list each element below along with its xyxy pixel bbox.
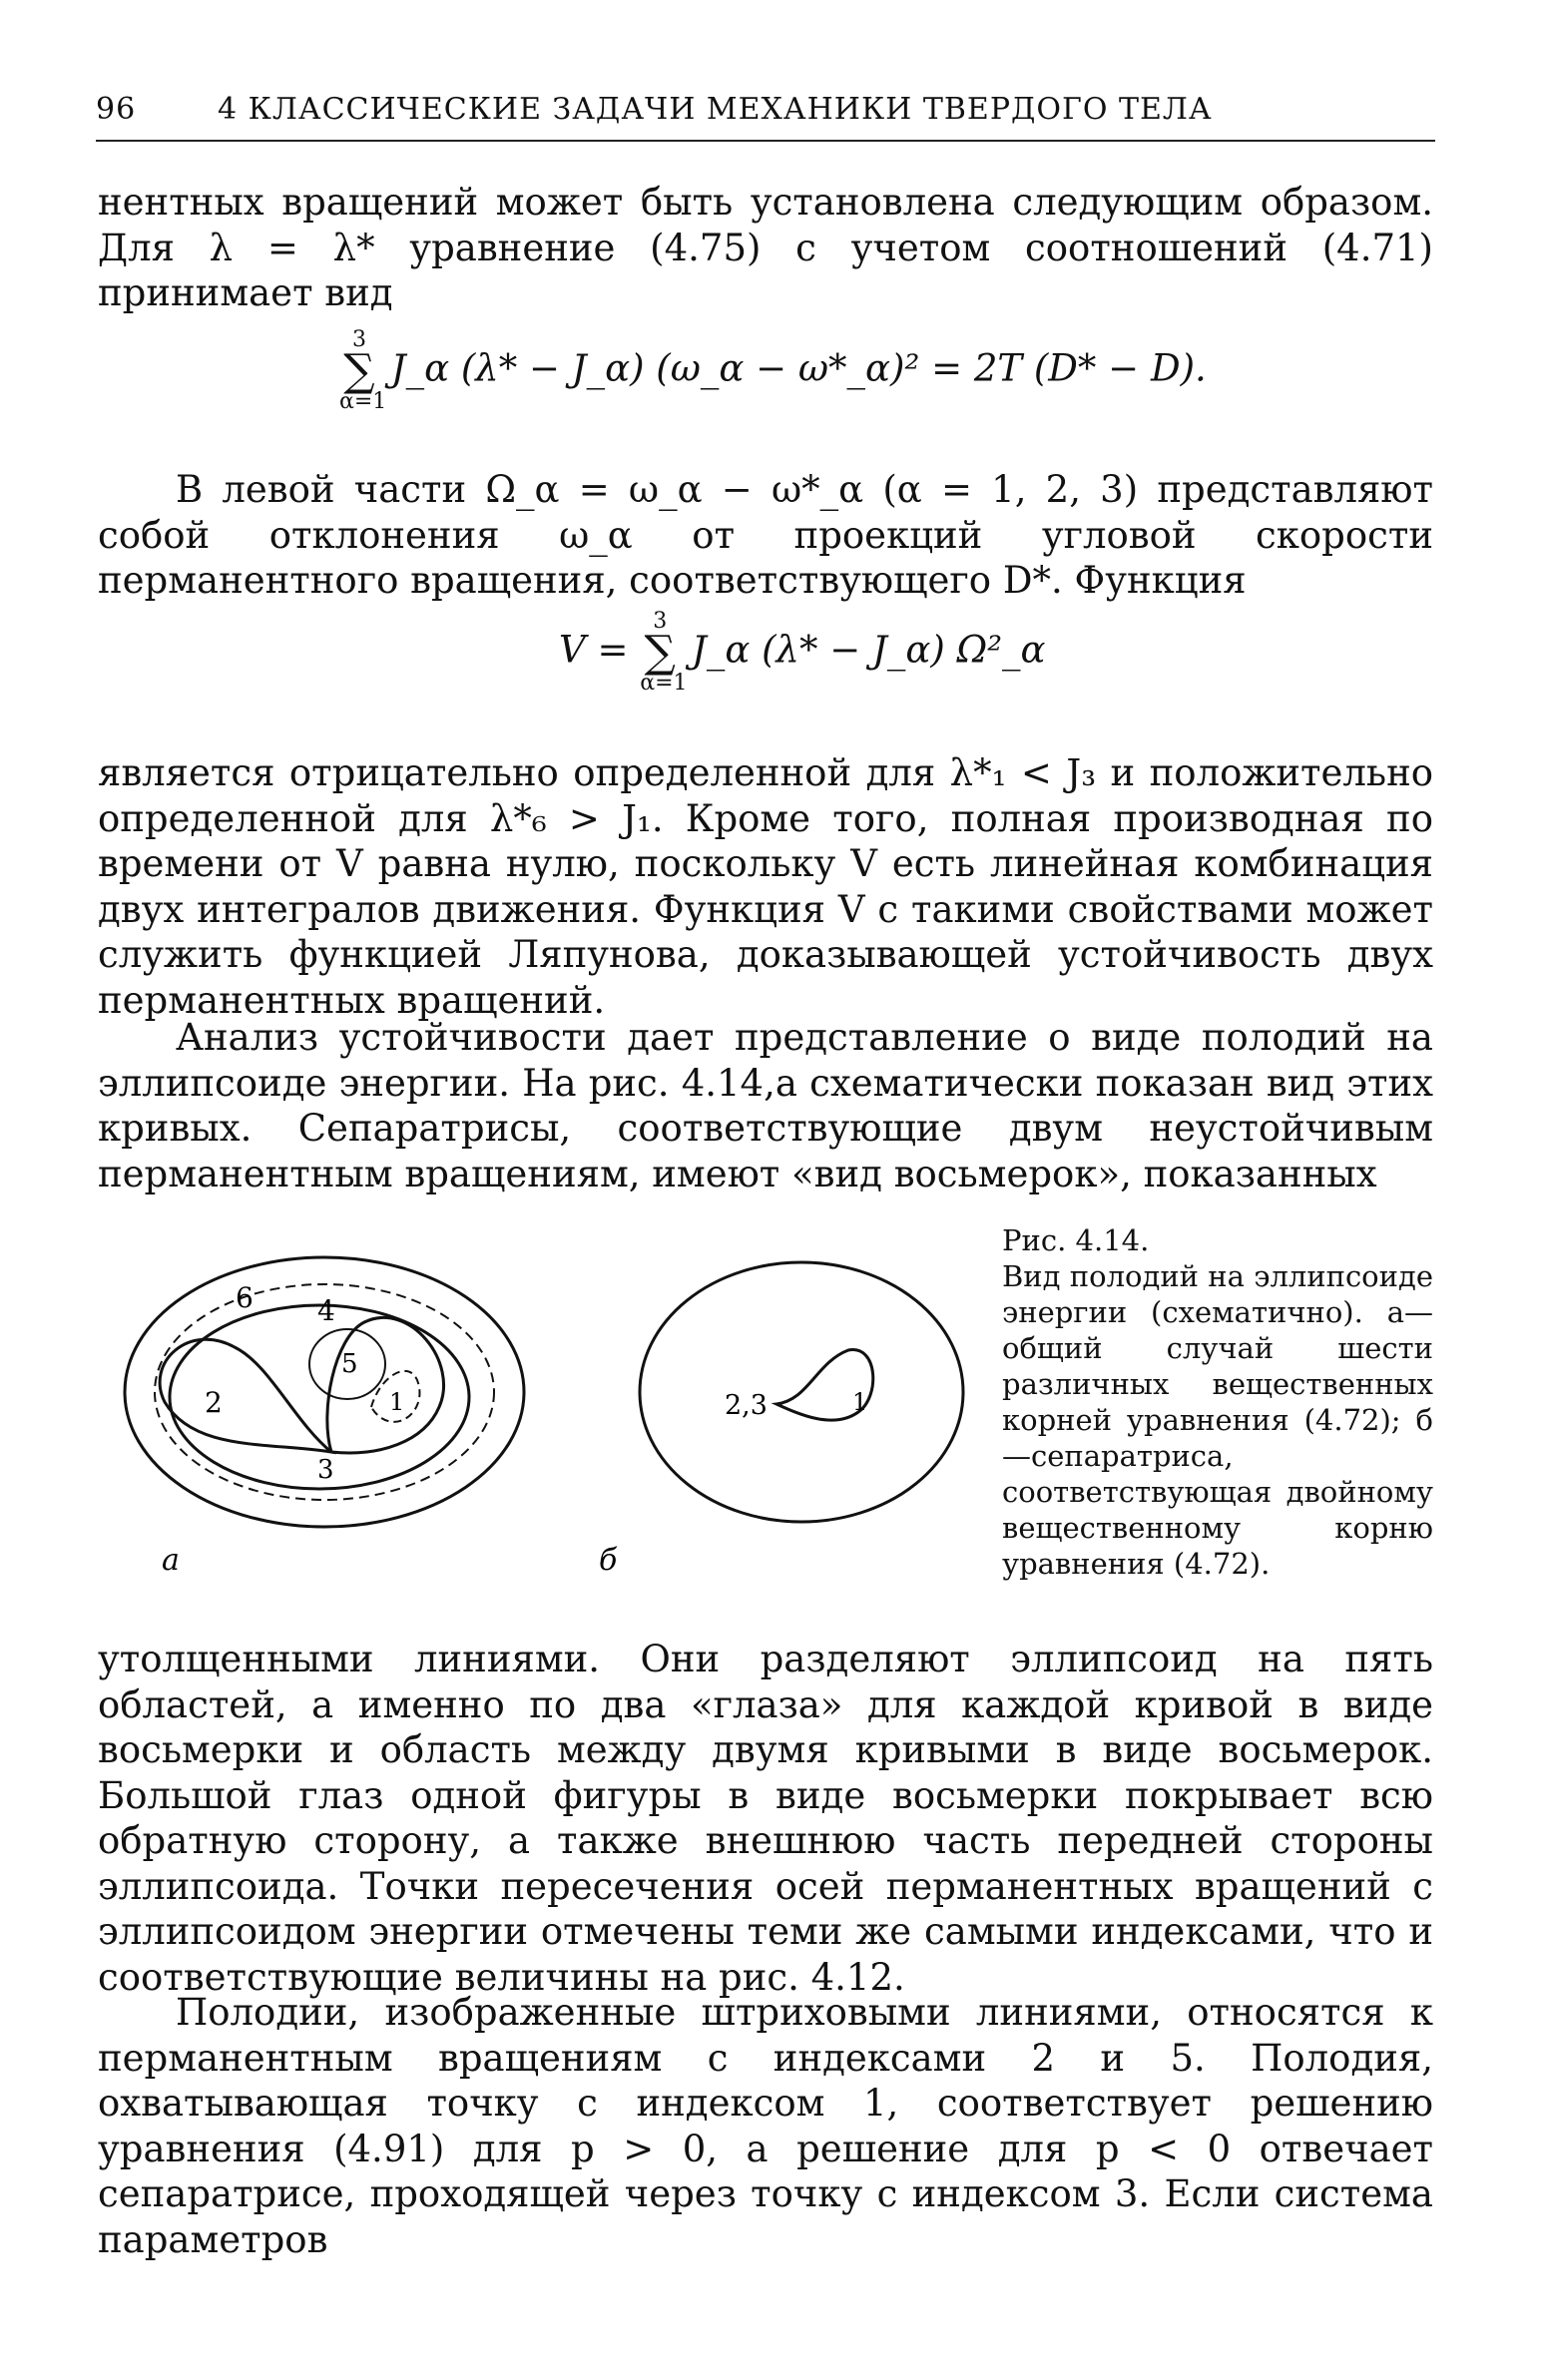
label-4: 4: [317, 1294, 335, 1327]
paragraph-5: утолщенными линиями. Они разделяют эллипсоид на пять областей, а именно по два «глаза» для каждой кривой в виде восьмерки и область между двумя кривыми в виде восьмерок. Большой глаз одной фигуры в виде восьмерки покрывает всю обратную сторону, а также внешнюю часть передней стороны эллипсоида. Точки пересечения осей перманентных вращений с эллипсоидом энергии отмечены теми же самыми индексами, что и соответствующие величины на рис. 4.12.: [98, 1638, 1433, 1999]
label-2-3: 2,3: [725, 1390, 768, 1421]
figure-4-14: [120, 1252, 978, 1582]
equation-1-body: J_α (λ* − J_α) (ω_α − ω*_α)² = 2T (D* − D).: [390, 346, 1207, 390]
label-2: 2: [205, 1386, 223, 1419]
figure-caption: [1002, 1222, 1433, 1582]
header-rule: [96, 140, 1435, 142]
label-1b: 1: [852, 1388, 868, 1416]
paragraph-4: Анализ устойчивости дает представление о виде полодий на эллипсоиде энергии. На рис. 4.14,а схематически показан вид этих кривых. Сепаратрисы, соответствующие двум неустойчивым перманентным вращениям, имеют «вид восьмерок», показанных: [98, 1016, 1433, 1195]
label-6: 6: [236, 1281, 254, 1314]
paragraph-2: В левой части Ω_α = ω_α − ω*_α (α = 1, 2, 3) представляют собой отклонения ω_α от проекций угловой скорости перманентного вращения, соответствующего D*. Функция: [98, 468, 1433, 602]
label-3: 3: [317, 1455, 334, 1485]
sum-upper-limit: 3: [653, 609, 668, 634]
page-number: 96: [96, 92, 137, 127]
polhode-diagram: [120, 1252, 978, 1582]
paragraph-6: Полодии, изображенные штриховыми линиями, относятся к перманентным вращениям с индексами 2 и 5. Полодия, охватывающая точку с индексом 1, соответствует решению уравнения (4.91) для p > 0, а решение для p < 0 отвечает сепаратрисе, проходящей через точку с индексом 3. Если система параметров: [98, 1991, 1433, 2261]
chapter-title: 4 КЛАССИЧЕСКИЕ ЗАДАЧИ МЕХАНИКИ ТВЕРДОГО ТЕЛА: [218, 92, 1213, 127]
sum-symbol-2: 3 ∑ α=1: [640, 609, 688, 696]
paragraph-1: нентных вращений может быть установлена следующим образом. Для λ = λ* уравнение (4.75) с учетом соотношений (4.71) принимает вид: [98, 181, 1433, 314]
sum-lower-limit: α=1: [339, 389, 387, 414]
equation-2-lhs: V =: [559, 628, 629, 672]
sum-upper-limit: 3: [352, 327, 366, 352]
caption-title: Рис. 4.14.: [1002, 1223, 1150, 1257]
equation-2: [559, 611, 1046, 695]
sum-symbol-1: 3 ∑ α=1: [339, 327, 387, 414]
label-5: 5: [341, 1349, 358, 1379]
panel-b-label: б: [599, 1543, 618, 1578]
panel-b-diagram: [640, 1262, 963, 1522]
equation-1: [339, 329, 1207, 413]
paragraph-3: является отрицательно определенной для λ*₁ < J₃ и положительно определенной для λ*₆ > J₁. Кроме того, полная производная по времени от V равна нулю, поскольку V есть линейная комбинация двух интегралов движения. Функция V с такими свойствами может служить функцией Ляпунова, доказывающей устойчивость двух перманентных вращений.: [98, 751, 1433, 1022]
panel-a-label: а: [162, 1543, 180, 1578]
sum-lower-limit: α=1: [640, 671, 688, 696]
running-header: [96, 92, 1433, 132]
equation-2-body: J_α (λ* − J_α) Ω²_α: [692, 628, 1046, 672]
caption-text: Вид полодий на эллипсоиде энергии (схематично). а—общий случай шести различных вещественных корней уравнения (4.72); б—сепаратриса, соответствующая двойному вещественному корню уравнения (4.72).: [1002, 1259, 1433, 1581]
label-1: 1: [389, 1388, 405, 1416]
separatrix-eye-large: [327, 1317, 444, 1453]
